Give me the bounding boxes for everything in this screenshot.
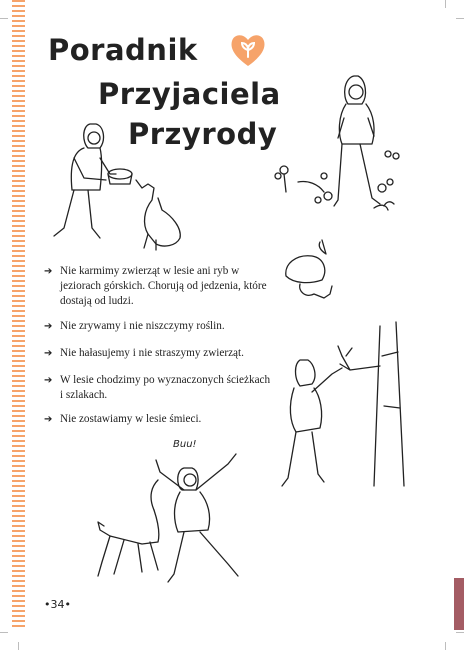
arrow-right-icon: ➔	[44, 321, 53, 332]
rule-text: W lesie chodzimy po wyznaczonych ścieżkach i szlakach.	[60, 374, 271, 401]
rule-text: Nie hałasujemy i nie straszymy zwierząt.	[60, 347, 244, 359]
plant-stump-illustration	[280, 236, 350, 308]
title-line-1: Poradnik	[48, 33, 198, 67]
side-color-tab	[454, 578, 464, 630]
crop-mark	[0, 18, 8, 19]
arrow-right-icon: ➔	[44, 375, 53, 386]
page-number-decoration: •	[44, 598, 51, 611]
person-breaking-branch-illustration	[272, 316, 422, 488]
title-line-2: Przyjaciela	[98, 77, 281, 111]
page-number-value: 34	[50, 598, 65, 611]
crop-mark	[18, 642, 19, 650]
crop-mark	[445, 0, 446, 8]
arrow-right-icon: ➔	[44, 266, 53, 277]
rule-item	[44, 264, 274, 309]
crop-mark	[456, 632, 464, 633]
rule-item	[44, 346, 244, 361]
rule-item	[44, 319, 225, 334]
arrow-right-icon: ➔	[44, 348, 53, 359]
girl-feeding-fox-illustration	[44, 118, 194, 258]
rule-item	[44, 373, 274, 403]
title-line-3: Przyrody	[128, 117, 278, 151]
child-scaring-wolf-illustration	[88, 450, 258, 590]
orange-striped-border	[12, 0, 25, 630]
arrow-right-icon: ➔	[44, 414, 53, 425]
page-number	[44, 598, 71, 611]
rule-item	[44, 412, 201, 427]
rule-text: Nie karmimy zwierząt w lesie ani ryb w jeziorach górskich. Chorują od jedzenia, które dostają od ludzi.	[60, 265, 267, 307]
rule-text: Nie zrywamy i nie niszczymy roślin.	[60, 320, 225, 332]
page-number-decoration: •	[64, 598, 71, 611]
rule-text: Nie zostawiamy w lesie śmieci.	[60, 413, 202, 425]
crop-mark	[445, 642, 446, 650]
standing-person-with-flowers-illustration	[268, 72, 418, 222]
crop-mark	[0, 632, 8, 633]
crop-mark	[456, 18, 464, 19]
heart-leaf-icon	[228, 30, 268, 70]
shout-text: Buu!	[173, 439, 197, 450]
